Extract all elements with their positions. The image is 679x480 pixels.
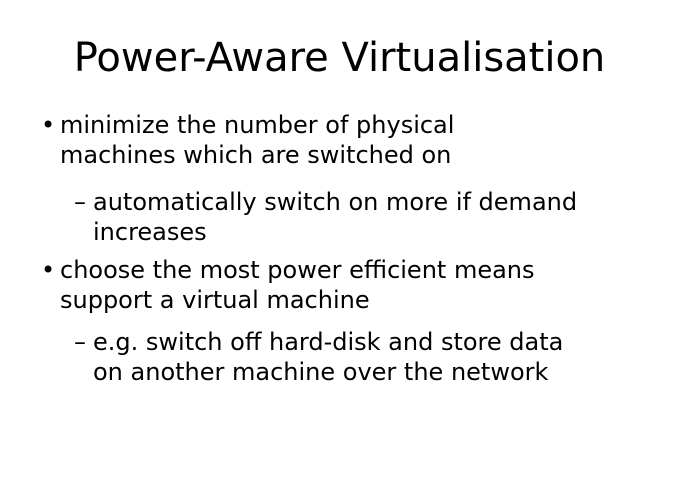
bullet-marker: •	[41, 111, 56, 139]
sub-bullet-line: automatically switch on more if demand	[93, 188, 578, 216]
sub-bullet-line: on another machine over the network	[93, 358, 549, 386]
bullet-line: choose the most power efficient means	[60, 256, 535, 284]
slide-title: Power-Aware Virtualisation	[73, 35, 606, 81]
bullet-line: machines which are switched on	[60, 141, 452, 169]
slide-body	[41, 110, 577, 387]
dash-marker: –	[74, 328, 86, 356]
sub-bullet-text	[93, 327, 563, 387]
bullet-line: minimize the number of physical	[60, 111, 455, 139]
sub-bullet-item	[74, 327, 577, 387]
bullet-text	[60, 255, 535, 315]
dash-marker: –	[74, 188, 86, 216]
bullet-line: support a virtual machine	[60, 286, 370, 314]
sub-bullet-item	[74, 187, 577, 247]
sub-bullet-line: increases	[93, 218, 207, 246]
bullet-text	[60, 110, 454, 170]
bullet-item	[41, 255, 577, 315]
bullet-marker: •	[41, 256, 56, 284]
bullet-item	[41, 110, 577, 170]
sub-bullet-line: e.g. switch off hard-disk and store data	[93, 328, 564, 356]
sub-bullet-text	[93, 187, 577, 247]
